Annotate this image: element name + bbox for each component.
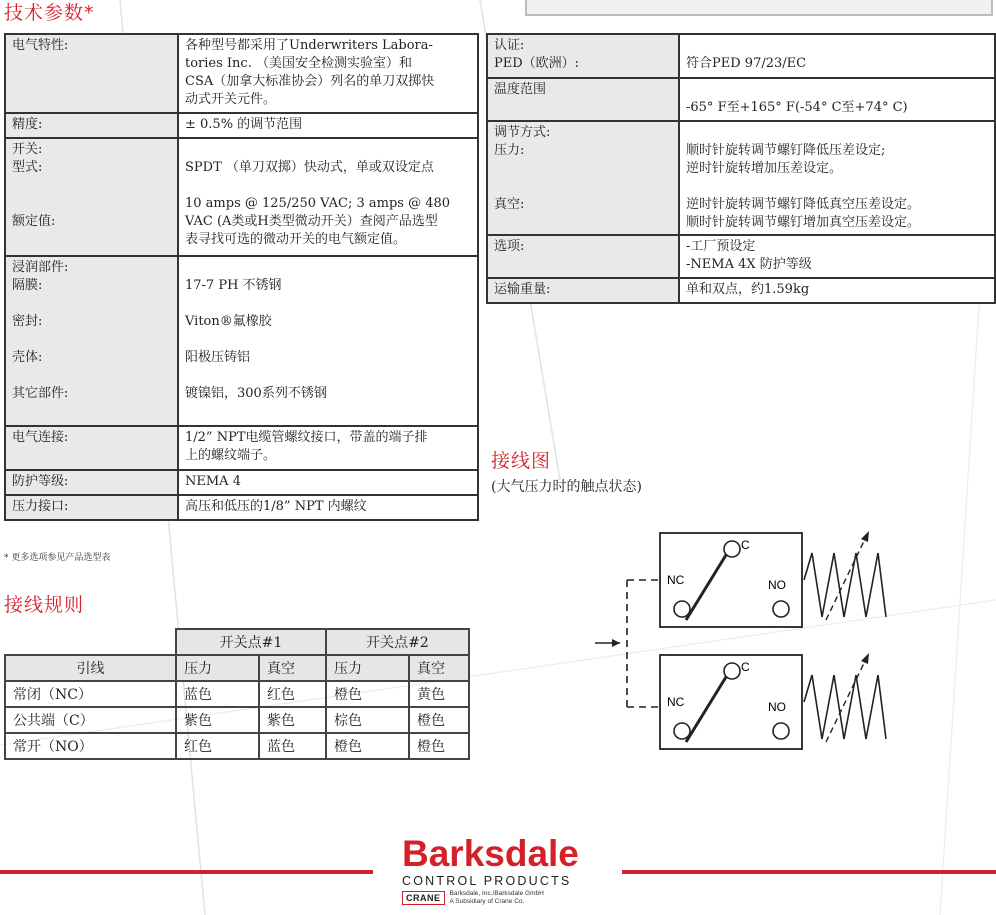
spec-value: 1/2” NPT电缆管螺纹接口，带盖的端子排 上的螺纹端子。 bbox=[178, 426, 478, 470]
color-cell: 橙色 bbox=[326, 681, 409, 707]
terminal-nc-label: NC bbox=[667, 695, 685, 709]
spec-row bbox=[5, 138, 478, 256]
spec-label: 浸润部件: 隔膜: 密封: 壳体: 其它部件: bbox=[5, 256, 178, 426]
spec-value: -工厂预设定 -NEMA 4X 防护等级 bbox=[679, 235, 995, 278]
spec-value: 符合PED 97/23/EC bbox=[679, 34, 995, 78]
connector-lines bbox=[595, 580, 660, 707]
switch-2 bbox=[660, 653, 886, 749]
wiring-diagram-title: 接线图 bbox=[491, 450, 552, 472]
spec-value: 17-7 PH 不锈钢 Viton®氟橡胶 阳极压铸铝 镀镍铝，300系列不锈钢 bbox=[178, 256, 478, 426]
sub-header: 真空 bbox=[259, 655, 326, 681]
spec-label: 选项: bbox=[487, 235, 679, 278]
spec-table-left bbox=[4, 33, 479, 521]
spec-value: 顺时针旋转调节螺钉降低压差设定; 逆时针旋转增加压差设定。 逆时针旋转调节螺钉降低真空压差设定。 顺时针旋转调节螺钉增加真空压差设定。 bbox=[679, 121, 995, 235]
lead-header: 引线 bbox=[5, 655, 176, 681]
spec-label: 精度: bbox=[5, 113, 178, 138]
lead-cell: 常开（NO） bbox=[5, 733, 176, 759]
terminal-c-label: C bbox=[741, 538, 750, 552]
spec-value: 高压和低压的1/8” NPT 内螺纹 bbox=[178, 495, 478, 520]
sub-header: 真空 bbox=[409, 655, 469, 681]
table-row bbox=[5, 707, 469, 733]
logo-subtitle: CONTROL PRODUCTS bbox=[402, 874, 572, 888]
spec-row bbox=[5, 470, 478, 495]
spec-row bbox=[5, 426, 478, 470]
color-cell: 红色 bbox=[176, 733, 259, 759]
spec-value: -65° F至+165° F(-54° C至+74° C) bbox=[679, 78, 995, 121]
spec-row bbox=[487, 78, 995, 121]
footer-rule-left bbox=[0, 870, 373, 874]
crane-badge: CRANE bbox=[402, 891, 445, 905]
footnote: * 更多选项参见产品选型表 bbox=[4, 553, 111, 563]
spec-table-right bbox=[486, 33, 996, 304]
spec-label: 开关: 型式: 额定值: bbox=[5, 138, 178, 256]
spec-row bbox=[5, 256, 478, 426]
spec-row bbox=[487, 121, 995, 235]
color-cell: 橙色 bbox=[409, 707, 469, 733]
color-cell: 橙色 bbox=[409, 733, 469, 759]
spec-row bbox=[5, 34, 478, 113]
top-image-frame bbox=[525, 0, 993, 16]
group1-header: 开关点#1 bbox=[176, 629, 326, 655]
spec-value: ± 0.5% 的调节范围 bbox=[178, 113, 478, 138]
spec-value: SPDT （单刀双掷）快动式，单或双设定点 10 amps @ 125/250 VAC; 3 amps @ 480 VAC (A类或H类型微动开关）查阅产品选型 表寻找可选的微动开关的电气额定值。 bbox=[178, 138, 478, 256]
wiring-diagram-subtitle: (大气压力时的触点状态) bbox=[491, 479, 642, 495]
wiring-rules-table bbox=[4, 628, 470, 760]
terminal-no-label: NO bbox=[768, 578, 786, 592]
crane-line2: A Subsidiary of Crane Co. bbox=[449, 898, 525, 905]
spec-label: 电气连接: bbox=[5, 426, 178, 470]
spec-row bbox=[487, 34, 995, 78]
color-cell: 蓝色 bbox=[176, 681, 259, 707]
spec-row bbox=[5, 495, 478, 520]
tech-spec-title: 技术参数* bbox=[4, 2, 95, 24]
spec-value: 单和双点，约1.59kg bbox=[679, 278, 995, 303]
color-cell: 橙色 bbox=[326, 733, 409, 759]
barksdale-logo bbox=[402, 833, 598, 906]
color-cell: 红色 bbox=[259, 681, 326, 707]
spec-label: 调节方式: 压力: 真空: bbox=[487, 121, 679, 235]
sub-header: 压力 bbox=[176, 655, 259, 681]
color-cell: 紫色 bbox=[176, 707, 259, 733]
spec-row bbox=[487, 235, 995, 278]
terminal-c-label: C bbox=[741, 660, 750, 674]
color-cell: 蓝色 bbox=[259, 733, 326, 759]
group2-header: 开关点#2 bbox=[326, 629, 469, 655]
spec-label: 压力接口: bbox=[5, 495, 178, 520]
spec-label: 认证: PED（欧洲）: bbox=[487, 34, 679, 78]
spec-row bbox=[5, 113, 478, 138]
spec-label: 电气特性: bbox=[5, 34, 178, 113]
table-row bbox=[5, 733, 469, 759]
spec-row bbox=[487, 278, 995, 303]
switch-1 bbox=[660, 531, 886, 627]
spec-label: 温度范围 bbox=[487, 78, 679, 121]
footer-rule-right bbox=[622, 870, 996, 874]
wiring-diagram bbox=[590, 525, 890, 755]
lead-cell: 公共端（C） bbox=[5, 707, 176, 733]
color-cell: 紫色 bbox=[259, 707, 326, 733]
terminal-no-label: NO bbox=[768, 700, 786, 714]
wiring-rules-title: 接线规则 bbox=[4, 594, 85, 616]
spec-value: NEMA 4 bbox=[178, 470, 478, 495]
table-row bbox=[5, 681, 469, 707]
sub-header: 压力 bbox=[326, 655, 409, 681]
logo-name: Barksdale bbox=[402, 833, 579, 874]
lead-cell: 常闭（NC） bbox=[5, 681, 176, 707]
empty-corner bbox=[5, 629, 176, 655]
spec-label: 运输重量: bbox=[487, 278, 679, 303]
crane-line1: Barksdale, Inc./Barksdale GmbH bbox=[449, 890, 544, 897]
color-cell: 棕色 bbox=[326, 707, 409, 733]
terminal-nc-label: NC bbox=[667, 573, 685, 587]
spec-label: 防护等级: bbox=[5, 470, 178, 495]
spec-value: 各种型号都采用了Underwriters Labora- tories Inc. （美国安全检测实验室）和 CSA（加拿大标准协会）列名的单刀双掷快 动式开关元件。 bbox=[178, 34, 478, 113]
color-cell: 黄色 bbox=[409, 681, 469, 707]
